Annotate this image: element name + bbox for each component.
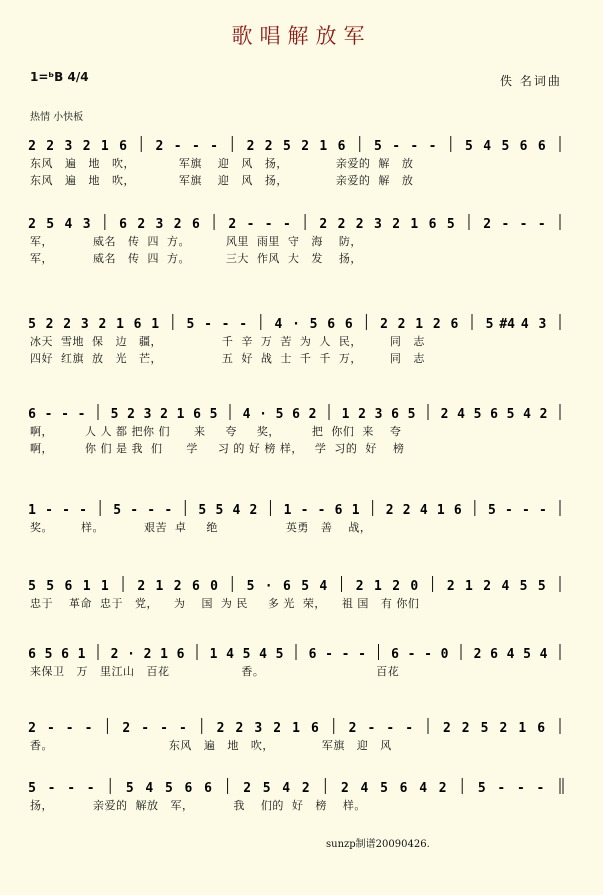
note: 6 bbox=[537, 139, 546, 154]
note: - bbox=[178, 721, 187, 736]
note: 1 bbox=[176, 407, 185, 422]
note: 3 bbox=[374, 217, 382, 232]
lyric-line: 东风 遍 地 吹， 军旗 迎 风 扬， 亲爱的 解 放 bbox=[30, 174, 414, 187]
note: 5 bbox=[523, 647, 531, 662]
note: 4 bbox=[259, 647, 267, 662]
note: 1 bbox=[151, 317, 160, 332]
note: 5 bbox=[242, 647, 251, 662]
note: 2 bbox=[355, 217, 364, 232]
note: 5 bbox=[164, 781, 173, 796]
note: 1 bbox=[410, 217, 419, 232]
lyric-line bbox=[30, 613, 590, 629]
note: 6 bbox=[327, 317, 336, 332]
note: - bbox=[46, 721, 55, 736]
note: 2 bbox=[432, 317, 441, 332]
note: - bbox=[160, 721, 168, 736]
lyric-line: 来保卫 万 里江山 百花 香。 百花 bbox=[30, 665, 400, 678]
note: 2 bbox=[28, 217, 36, 232]
note: 2 bbox=[355, 579, 364, 594]
note: 4 bbox=[419, 503, 428, 518]
note: 5 bbox=[446, 217, 455, 232]
note: - bbox=[130, 503, 139, 518]
note: 1 bbox=[100, 139, 109, 154]
note: - bbox=[367, 721, 376, 736]
note: 2 bbox=[110, 647, 119, 662]
note: 5 bbox=[480, 721, 489, 736]
note: 2 bbox=[264, 139, 273, 154]
note: - bbox=[210, 139, 218, 154]
music-system bbox=[0, 492, 603, 568]
note: 2 bbox=[499, 721, 508, 736]
note: 4 bbox=[483, 139, 492, 154]
note: - bbox=[47, 781, 56, 796]
music-system bbox=[0, 568, 603, 644]
note: 1 bbox=[28, 503, 36, 518]
note: 1 bbox=[77, 647, 86, 662]
note: 6 bbox=[337, 139, 346, 154]
note: 2 bbox=[155, 139, 164, 154]
note: 5 bbox=[28, 781, 36, 796]
note: 1 bbox=[292, 721, 300, 736]
note: - bbox=[504, 503, 513, 518]
note: - bbox=[317, 503, 326, 518]
note: 4 bbox=[282, 781, 291, 796]
music-system bbox=[0, 636, 603, 712]
note: 4 bbox=[506, 647, 515, 662]
lyric-line: 香。 东风 遍 地 吹， 军旗 迎 风 bbox=[30, 739, 392, 752]
note: 2 bbox=[137, 217, 146, 232]
note: - bbox=[358, 647, 366, 662]
note: 5 bbox=[374, 139, 382, 154]
note: - bbox=[204, 317, 212, 332]
note: 3 bbox=[538, 317, 547, 332]
note: 6 bbox=[133, 317, 142, 332]
note: 4 bbox=[520, 317, 529, 332]
note: - bbox=[62, 503, 70, 518]
note: - bbox=[282, 217, 291, 232]
note: 2 bbox=[348, 721, 357, 736]
note: 6 bbox=[191, 579, 200, 594]
note: 2 bbox=[63, 317, 72, 332]
note: 6 bbox=[308, 647, 317, 662]
note: - bbox=[341, 647, 350, 662]
note: - bbox=[325, 647, 333, 662]
note: 5 bbox=[487, 503, 496, 518]
note: 1 bbox=[374, 579, 382, 594]
note: 2 bbox=[46, 139, 55, 154]
note: - bbox=[79, 503, 88, 518]
note: 2 bbox=[122, 721, 131, 736]
note: 2 bbox=[402, 503, 411, 518]
note: 2 bbox=[461, 721, 470, 736]
lyric-line bbox=[30, 537, 590, 553]
note: 1 bbox=[100, 579, 109, 594]
note: - bbox=[428, 139, 437, 154]
note: 4 bbox=[64, 217, 73, 232]
lyric-line: 冰天 雪地 保 边 疆， 千 辛 万 苦 为 人 民， 同 志 bbox=[30, 335, 425, 348]
note: - bbox=[173, 139, 182, 154]
note: 6 bbox=[428, 217, 437, 232]
note: 5 bbox=[537, 579, 546, 594]
note: 4 bbox=[523, 407, 531, 422]
note: - bbox=[191, 139, 200, 154]
note: 6 bbox=[184, 781, 193, 796]
note: 6 bbox=[490, 647, 498, 662]
note: 5 bbox=[110, 407, 119, 422]
note: 2 bbox=[446, 579, 455, 594]
note: 5 bbox=[209, 407, 218, 422]
lyric-line bbox=[30, 681, 590, 697]
note: 5 bbox=[465, 139, 473, 154]
transcriber-credit: sunzp制谱20090426. bbox=[326, 839, 430, 850]
note: - bbox=[86, 781, 95, 796]
note: 2 bbox=[98, 317, 107, 332]
note: 6 bbox=[119, 217, 127, 232]
note: 1 bbox=[155, 579, 164, 594]
note: 5 bbox=[215, 503, 224, 518]
note: - bbox=[516, 781, 525, 796]
music-system bbox=[0, 206, 603, 282]
note: 2 bbox=[438, 781, 447, 796]
note: 6 bbox=[519, 139, 528, 154]
note: 5 bbox=[301, 579, 310, 594]
note: 1 bbox=[319, 139, 328, 154]
note: 2 bbox=[28, 721, 36, 736]
note: · bbox=[292, 317, 300, 332]
lyric-line bbox=[30, 815, 590, 831]
note: 5 bbox=[246, 579, 255, 594]
note: 2 bbox=[380, 317, 388, 332]
note: - bbox=[147, 503, 156, 518]
lyric-line: 啊， 你 们 是 我 们 学 习 的 好 榜 样， 学 习的 好 榜 bbox=[30, 442, 405, 455]
note: 2 bbox=[28, 139, 36, 154]
note: 2 bbox=[319, 217, 328, 232]
note: 6 bbox=[537, 721, 546, 736]
note: #4 bbox=[499, 317, 516, 332]
note: 4 bbox=[232, 503, 241, 518]
note: 3 bbox=[64, 139, 73, 154]
note: - bbox=[45, 503, 53, 518]
note: - bbox=[77, 407, 86, 422]
note: 1 bbox=[160, 647, 168, 662]
note: 5 bbox=[275, 407, 284, 422]
note: 6 bbox=[391, 647, 399, 662]
note: - bbox=[519, 217, 528, 232]
note: 6 bbox=[119, 139, 127, 154]
lyric-line: 啊， 人 人 都 把你 们 来 夸 奖， 把 你们 来 夸 bbox=[30, 425, 402, 438]
note: 2 bbox=[228, 217, 237, 232]
note: 2 bbox=[137, 579, 146, 594]
note: 1 bbox=[465, 579, 473, 594]
note: 4 bbox=[419, 781, 428, 796]
note: 2 bbox=[173, 217, 182, 232]
note: 6 bbox=[28, 647, 36, 662]
note: - bbox=[522, 503, 530, 518]
note: 1 bbox=[116, 317, 124, 332]
note: 2 bbox=[473, 647, 482, 662]
lyric-line: 奖。 样。 艰苦 卓 绝 英勇 善 战， bbox=[30, 521, 372, 534]
note: 5 bbox=[28, 317, 36, 332]
note: 2 bbox=[143, 647, 152, 662]
note: - bbox=[264, 217, 273, 232]
lyric-line: 军， 威名 传 四 方。 三大 作风 大 发 扬， bbox=[30, 252, 362, 265]
note: 4 bbox=[501, 579, 510, 594]
note: 6 bbox=[391, 407, 399, 422]
note: 5 bbox=[44, 647, 53, 662]
note: 2 bbox=[273, 721, 282, 736]
note: 6 bbox=[176, 647, 185, 662]
note: 2 bbox=[483, 579, 492, 594]
note: 5 bbox=[46, 579, 55, 594]
note: 5 bbox=[407, 407, 416, 422]
note: 2 bbox=[243, 781, 252, 796]
note: 2 bbox=[308, 407, 317, 422]
note: 3 bbox=[80, 317, 89, 332]
note: - bbox=[67, 781, 76, 796]
note: 2 bbox=[45, 317, 54, 332]
note: · bbox=[259, 407, 267, 422]
note: - bbox=[164, 503, 173, 518]
note: - bbox=[539, 503, 547, 518]
note: - bbox=[221, 317, 230, 332]
note: 5 bbox=[113, 503, 122, 518]
note: 3 bbox=[143, 407, 152, 422]
author-credit: 佚 名词曲 bbox=[500, 74, 562, 88]
note: 2 bbox=[483, 217, 492, 232]
note: 6 bbox=[64, 579, 73, 594]
note: 1 bbox=[351, 503, 360, 518]
note: 6 bbox=[344, 317, 353, 332]
note: 2 bbox=[249, 503, 258, 518]
note: 4 bbox=[457, 407, 465, 422]
note: 6 bbox=[61, 647, 69, 662]
note: 5 bbox=[46, 217, 55, 232]
note: 4 bbox=[539, 647, 548, 662]
note: 4 bbox=[226, 647, 234, 662]
note: 5 bbox=[125, 781, 134, 796]
note: 5 bbox=[506, 407, 515, 422]
note: 5 bbox=[28, 579, 36, 594]
note: 1 bbox=[436, 503, 445, 518]
note: 2 bbox=[442, 721, 451, 736]
lyric-line: 东风 遍 地 吹， 军旗 迎 风 扬， 亲爱的 解 放 bbox=[30, 157, 414, 170]
note: 5 bbox=[198, 503, 207, 518]
note: - bbox=[65, 721, 74, 736]
lyric-line: 军， 威名 传 四 方。 风里 雨里 守 海 防， bbox=[30, 235, 362, 248]
lyric-line: 忠于 革命 忠于 党， 为 国 为 民 多 光 荣， 祖 国 有 你们 bbox=[30, 597, 420, 610]
music-system bbox=[0, 306, 603, 382]
note: 2 bbox=[235, 721, 244, 736]
tempo-marking: 热情 小快板 bbox=[30, 112, 84, 123]
note: 2 bbox=[82, 139, 91, 154]
note: - bbox=[84, 721, 93, 736]
note: - bbox=[537, 217, 546, 232]
note: 5 bbox=[485, 317, 494, 332]
note: 3 bbox=[155, 217, 164, 232]
note: 1 bbox=[518, 721, 527, 736]
note: 6 bbox=[310, 721, 319, 736]
note: - bbox=[44, 407, 53, 422]
note: 4 bbox=[274, 317, 283, 332]
note: 3 bbox=[374, 407, 383, 422]
note: 5 bbox=[309, 317, 318, 332]
note: 2 bbox=[160, 407, 168, 422]
music-system bbox=[0, 396, 603, 472]
note: - bbox=[407, 647, 416, 662]
note: 4 bbox=[360, 781, 369, 796]
note: 6 bbox=[292, 407, 300, 422]
note: · bbox=[264, 579, 273, 594]
note: 2 bbox=[173, 579, 182, 594]
note: - bbox=[141, 721, 150, 736]
note: 6 bbox=[28, 407, 36, 422]
note: 6 bbox=[450, 317, 459, 332]
note: 1 bbox=[283, 503, 292, 518]
note: 6 bbox=[453, 503, 462, 518]
note: - bbox=[239, 317, 248, 332]
note: 1 bbox=[209, 647, 218, 662]
lyric-line bbox=[30, 755, 590, 771]
note: 2 bbox=[358, 407, 366, 422]
note: 2 bbox=[397, 317, 406, 332]
note: - bbox=[501, 217, 510, 232]
note: 2 bbox=[216, 721, 225, 736]
music-system bbox=[0, 770, 603, 846]
note: - bbox=[536, 781, 545, 796]
note: 2 bbox=[301, 781, 310, 796]
note: 6 bbox=[399, 781, 408, 796]
note: - bbox=[386, 721, 395, 736]
note: - bbox=[300, 503, 309, 518]
note: 6 bbox=[334, 503, 343, 518]
note: - bbox=[61, 407, 69, 422]
note: 1 bbox=[341, 407, 350, 422]
note: 5 bbox=[473, 407, 482, 422]
note: 5 bbox=[186, 317, 195, 332]
note: 6 bbox=[282, 579, 291, 594]
note: 2 bbox=[246, 139, 255, 154]
note: 5 bbox=[275, 647, 284, 662]
key-signature: 1=ᵇB 4/4 bbox=[30, 70, 89, 84]
note: - bbox=[497, 781, 506, 796]
music-system bbox=[0, 128, 603, 204]
lyric-line: 扬， 亲爱的 解放 军， 我 们的 好 榜 样。 bbox=[30, 799, 366, 812]
note: 5 bbox=[282, 139, 291, 154]
note: 2 bbox=[440, 407, 449, 422]
note: 1 bbox=[415, 317, 424, 332]
note: 2 bbox=[539, 407, 548, 422]
note: 2 bbox=[340, 781, 349, 796]
note: · bbox=[127, 647, 135, 662]
note: 2 bbox=[392, 217, 401, 232]
note: 6 bbox=[204, 781, 212, 796]
note: 3 bbox=[82, 217, 91, 232]
note: 2 bbox=[337, 217, 346, 232]
note: 2 bbox=[392, 579, 401, 594]
note: 0 bbox=[440, 647, 449, 662]
note: 4 bbox=[242, 407, 251, 422]
note: 6 bbox=[490, 407, 498, 422]
note: 5 bbox=[262, 781, 271, 796]
note: - bbox=[424, 647, 432, 662]
note: 2 bbox=[127, 407, 135, 422]
note: 0 bbox=[410, 579, 419, 594]
note: - bbox=[246, 217, 255, 232]
note: 5 bbox=[477, 781, 486, 796]
note: 6 bbox=[191, 217, 200, 232]
note: 4 bbox=[145, 781, 154, 796]
note: 5 bbox=[519, 579, 528, 594]
lyric-line: 四好 红旗 放 光 芒， 五 好 战 士 千 千 万， 同 志 bbox=[30, 352, 425, 365]
note: 5 bbox=[501, 139, 510, 154]
note: 2 bbox=[301, 139, 310, 154]
note: 5 bbox=[380, 781, 388, 796]
note: - bbox=[405, 721, 414, 736]
note: 0 bbox=[210, 579, 218, 594]
note: 6 bbox=[193, 407, 201, 422]
note: 2 bbox=[385, 503, 394, 518]
note: 4 bbox=[319, 579, 328, 594]
note: - bbox=[392, 139, 401, 154]
note: 1 bbox=[82, 579, 91, 594]
note: - bbox=[410, 139, 419, 154]
note: 3 bbox=[254, 721, 263, 736]
song-title: 歌唱解放军 bbox=[231, 24, 372, 48]
